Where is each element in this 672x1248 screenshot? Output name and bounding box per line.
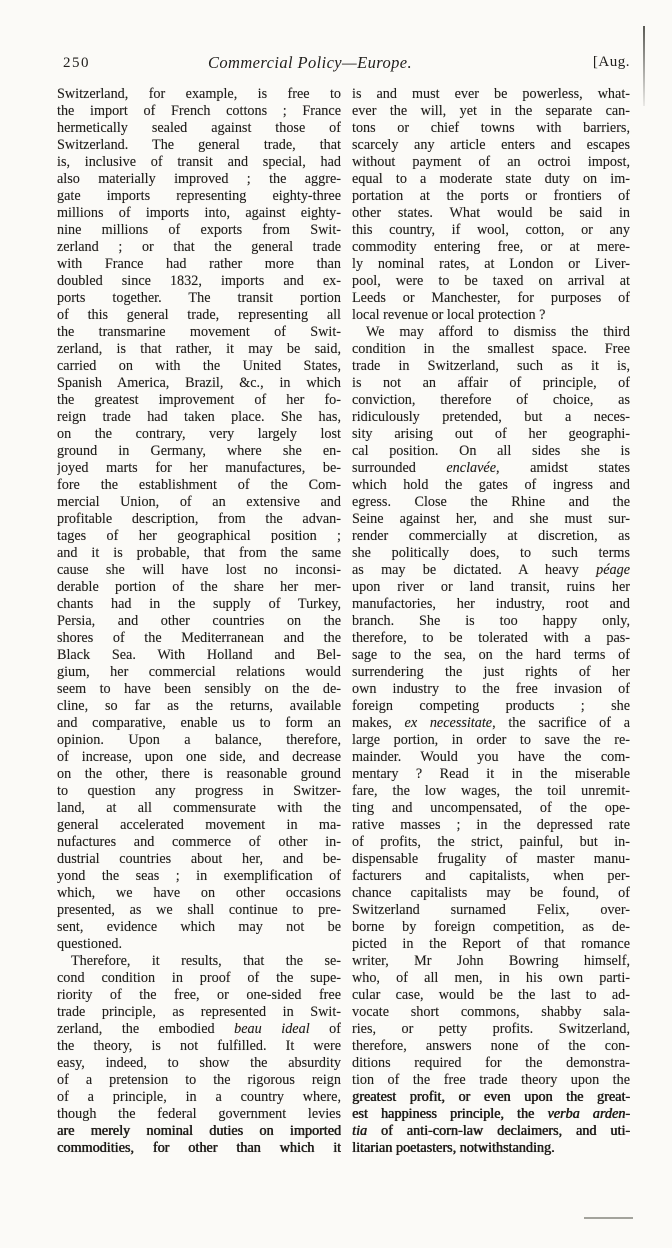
text-line: surrounded enclavée, amidst states: [352, 460, 630, 476]
text-line: conviction, therefore of choice, as: [352, 392, 630, 408]
text-line: which hold the gates of ingress and: [352, 477, 630, 493]
text-line: shores of the Mediterranean and the: [57, 630, 341, 646]
text-line: on the other, there is reasonable ground: [57, 766, 341, 782]
text-line: dispensable frugality of master manu-: [352, 851, 630, 867]
text-line: portation at the ports or frontiers of: [352, 188, 630, 204]
text-line: the transmarine movement of Swit-: [57, 324, 341, 340]
paragraph: [352, 324, 630, 1157]
text-line: litarian poetasters, notwithstanding.: [352, 1140, 555, 1156]
text-line: chants had in the supply of Turkey,: [57, 596, 341, 612]
text-line: Leeds or Manchester, for purposes of: [352, 290, 630, 306]
text-line: Therefore, it results, that the se-: [71, 953, 341, 969]
text-line: riority of the free, or one-sided free: [57, 987, 341, 1003]
text-line: carried on with the United States,: [57, 358, 341, 374]
text-line: derable portion of the share her mer-: [57, 579, 341, 595]
text-line: are merely nominal duties on imported: [57, 1123, 341, 1139]
text-line: to question any progress in Switzer-: [57, 783, 341, 799]
text-line: other states. What would be said in: [352, 205, 630, 221]
text-line: upon river or land transit, ruins her: [352, 579, 630, 595]
text-line: We may afford to dismiss the third: [366, 324, 630, 340]
text-line: foreign competing products ; she: [352, 698, 630, 714]
text-line: facturers and capitalists, when per-: [352, 868, 630, 884]
text-line: general accelerated movement in ma-: [57, 817, 341, 833]
text-line: ground in Germany, where she en-: [57, 443, 341, 459]
text-line: Spanish America, Brazil, &c., in which: [57, 375, 341, 391]
text-line: fare, the low wages, the toil unremit-: [352, 783, 630, 799]
text-line: millions of imports into, against eighty-: [57, 205, 341, 221]
text-line: ports together. The transit portion: [57, 290, 341, 306]
left-column: [57, 86, 341, 1157]
text-line: Switzerland. The general trade, that: [57, 137, 341, 153]
text-line: joyed marts for her manufactures, be-: [57, 460, 341, 476]
text-line: trade principle, as represented in Swit-: [57, 1004, 341, 1020]
text-line: the theory, is not fulfilled. It were: [57, 1038, 341, 1054]
text-line: therefore, answers none of the con-: [352, 1038, 630, 1054]
text-line: hermetically sealed against those of: [57, 120, 341, 136]
text-line: reign trade had taken place. She has,: [57, 409, 341, 425]
text-line: on the contrary, very largely lost: [57, 426, 341, 442]
text-line: without payment of an octroi impost,: [352, 154, 630, 170]
text-line: equal to a moderate state duty on im-: [352, 171, 630, 187]
text-line: tion of the free trade theory upon the: [352, 1072, 630, 1088]
text-line: commodities, for other than which it: [57, 1140, 341, 1156]
text-line: zerland, the embodied beau ideal of: [57, 1021, 341, 1037]
right-column: [352, 86, 630, 1157]
text-line: tages of her geographical position ;: [57, 528, 341, 544]
text-line: therefore, to be tolerated with a pas-: [352, 630, 630, 646]
text-line: picted in the Report of that romance: [352, 936, 630, 952]
text-line: condition in the smallest space. Free: [352, 341, 630, 357]
text-line: branch. She is too happy only,: [352, 613, 630, 629]
text-line: mainder. Would you have the com-: [352, 749, 630, 765]
text-line: nufactures and commerce of other in-: [57, 834, 341, 850]
text-line: tia of anti-corn-law declaimers, and uti-: [352, 1123, 630, 1139]
text-line: dustrial countries about her, and be-: [57, 851, 341, 867]
text-line: gate imports representing eighty-three: [57, 188, 341, 204]
text-line: which, we have on other occasions: [57, 885, 341, 901]
text-line: and it is probable, that from the same: [57, 545, 341, 561]
text-line: zerland, is that rather, it may be said,: [57, 341, 341, 357]
text-line: egress. Close the Rhine and the: [352, 494, 630, 510]
text-line: cond condition in proof of the supe-: [57, 970, 341, 986]
text-line: ly nominal rates, at London or Liver-: [352, 256, 630, 272]
page-header: [57, 53, 630, 75]
text-line: questioned.: [57, 936, 123, 952]
text-line: also materially improved ; the aggre-: [57, 171, 341, 187]
text-line: of a principle, in a country where,: [57, 1089, 341, 1105]
text-line: writer, Mr John Bowring himself,: [352, 953, 630, 969]
text-line: land, at all commensurate with the: [57, 800, 341, 816]
text-line: though the federal government levies: [57, 1106, 341, 1122]
text-line: the import of French cottons ; France: [57, 103, 341, 119]
text-line: sent, evidence which may not be: [57, 919, 341, 935]
text-line: Black Sea. With Holland and Bel-: [57, 647, 341, 663]
text-line: profitable description, from the advan-: [57, 511, 341, 527]
text-line: Switzerland, for example, is free to: [57, 86, 341, 102]
text-line: tons or chief towns with barriers,: [352, 120, 630, 136]
text-line: opinion. Upon a balance, therefore,: [57, 732, 341, 748]
text-line: is and must ever be powerless, what-: [352, 86, 630, 102]
scan-artifact-horizontal-line: [584, 1217, 633, 1219]
text-line: doubled since 1832, imports and ex-: [57, 273, 341, 289]
text-line: gium, her commercial relations would: [57, 664, 341, 680]
text-line: commodity entering free, or at mere-: [352, 239, 630, 255]
text-line: local revenue or local protection ?: [352, 307, 546, 323]
text-line: presented, as we shall continue to pre-: [57, 902, 341, 918]
text-line: greatest profit, or even upon the great-: [352, 1089, 630, 1105]
text-line: mercial Union, of an extensive and: [57, 494, 341, 510]
paragraph: [352, 86, 630, 324]
text-line: sage to the sea, on the hard terms of: [352, 647, 630, 663]
text-line: sity arising out of her geographi-: [352, 426, 630, 442]
paragraph: [57, 953, 341, 1157]
text-line: as may be dictated. A heavy péage: [352, 562, 630, 578]
text-line: manufactories, her industry, root and: [352, 596, 630, 612]
text-line: nine millions of exports from Swit-: [57, 222, 341, 238]
scan-artifact-vertical-line: [643, 26, 645, 106]
text-line: own industry to the free invasion of: [352, 681, 630, 697]
text-line: and comparative, enable us to form an: [57, 715, 341, 731]
text-line: cular case, would be the last to ad-: [352, 987, 630, 1003]
text-line: est happiness principle, the verba arden-: [352, 1106, 630, 1122]
text-line: is not an affair of principle, of: [352, 375, 630, 391]
text-line: Seine against her, and she must sur-: [352, 511, 630, 527]
text-line: large portion, in order to save the re-: [352, 732, 630, 748]
running-title: Commercial Policy—Europe.: [208, 53, 412, 72]
text-line: the greatest improvement of her fo-: [57, 392, 341, 408]
text-line: of profits, the strict, painful, but in-: [352, 834, 630, 850]
text-line: who, of all men, in his own parti-: [352, 970, 630, 986]
text-line: mentary ? Read it in the miserable: [352, 766, 630, 782]
text-line: she politically does, to such terms: [352, 545, 630, 561]
text-line: Switzerland surnamed Felix, over-: [352, 902, 630, 918]
text-line: easy, indeed, to show the absurdity: [57, 1055, 341, 1071]
text-line: ever the will, yet in the separate can-: [352, 103, 630, 119]
text-line: seem to have been sensibly on the de-: [57, 681, 341, 697]
text-line: yond the seas ; in exemplification of: [57, 868, 341, 884]
text-line: vocate short commons, shabby sala-: [352, 1004, 630, 1020]
text-line: scarcely any article enters and escapes: [352, 137, 630, 153]
text-line: render commercially at discretion, as: [352, 528, 630, 544]
text-line: ting and uncompensated, of the ope-: [352, 800, 630, 816]
text-line: of a pretension to the rigorous reign: [57, 1072, 341, 1088]
text-line: is, inclusive of transit and special, had: [57, 154, 341, 170]
text-line: Persia, and other countries on the: [57, 613, 341, 629]
text-line: zerland ; or that the general trade: [57, 239, 341, 255]
text-line: ries, or petty profits. Switzerland,: [352, 1021, 630, 1037]
text-line: surrendering the just rights of her: [352, 664, 630, 680]
text-line: of this general trade, representing all: [57, 307, 341, 323]
text-line: makes, ex necessitate, the sacrifice of a: [352, 715, 630, 731]
text-line: with France had rather more than: [57, 256, 341, 272]
text-line: chance capitalists may be found, of: [352, 885, 630, 901]
text-line: cause she will have lost no inconsi-: [57, 562, 341, 578]
text-line: rative masses ; in the depressed rate: [352, 817, 630, 833]
text-line: fore the establishment of the Com-: [57, 477, 341, 493]
page-number: 250: [63, 55, 90, 71]
text-line: ridiculously pretended, but a neces-: [352, 409, 630, 425]
text-line: ditions required for the demonstra-: [352, 1055, 630, 1071]
text-line: cal position. On all sides she is: [352, 443, 630, 459]
text-line: of increase, upon one side, and decrease: [57, 749, 341, 765]
text-line: borne by foreign competition, as de-: [352, 919, 630, 935]
paragraph: [57, 86, 341, 953]
text-line: cline, so far as the returns, available: [57, 698, 341, 714]
text-line: this country, if wool, cotton, or any: [352, 222, 630, 238]
text-line: trade in Switzerland, such as it is,: [352, 358, 630, 374]
text-line: pool, were to be taxed on arrival at: [352, 273, 630, 289]
issue-date: [Aug.: [592, 54, 630, 70]
